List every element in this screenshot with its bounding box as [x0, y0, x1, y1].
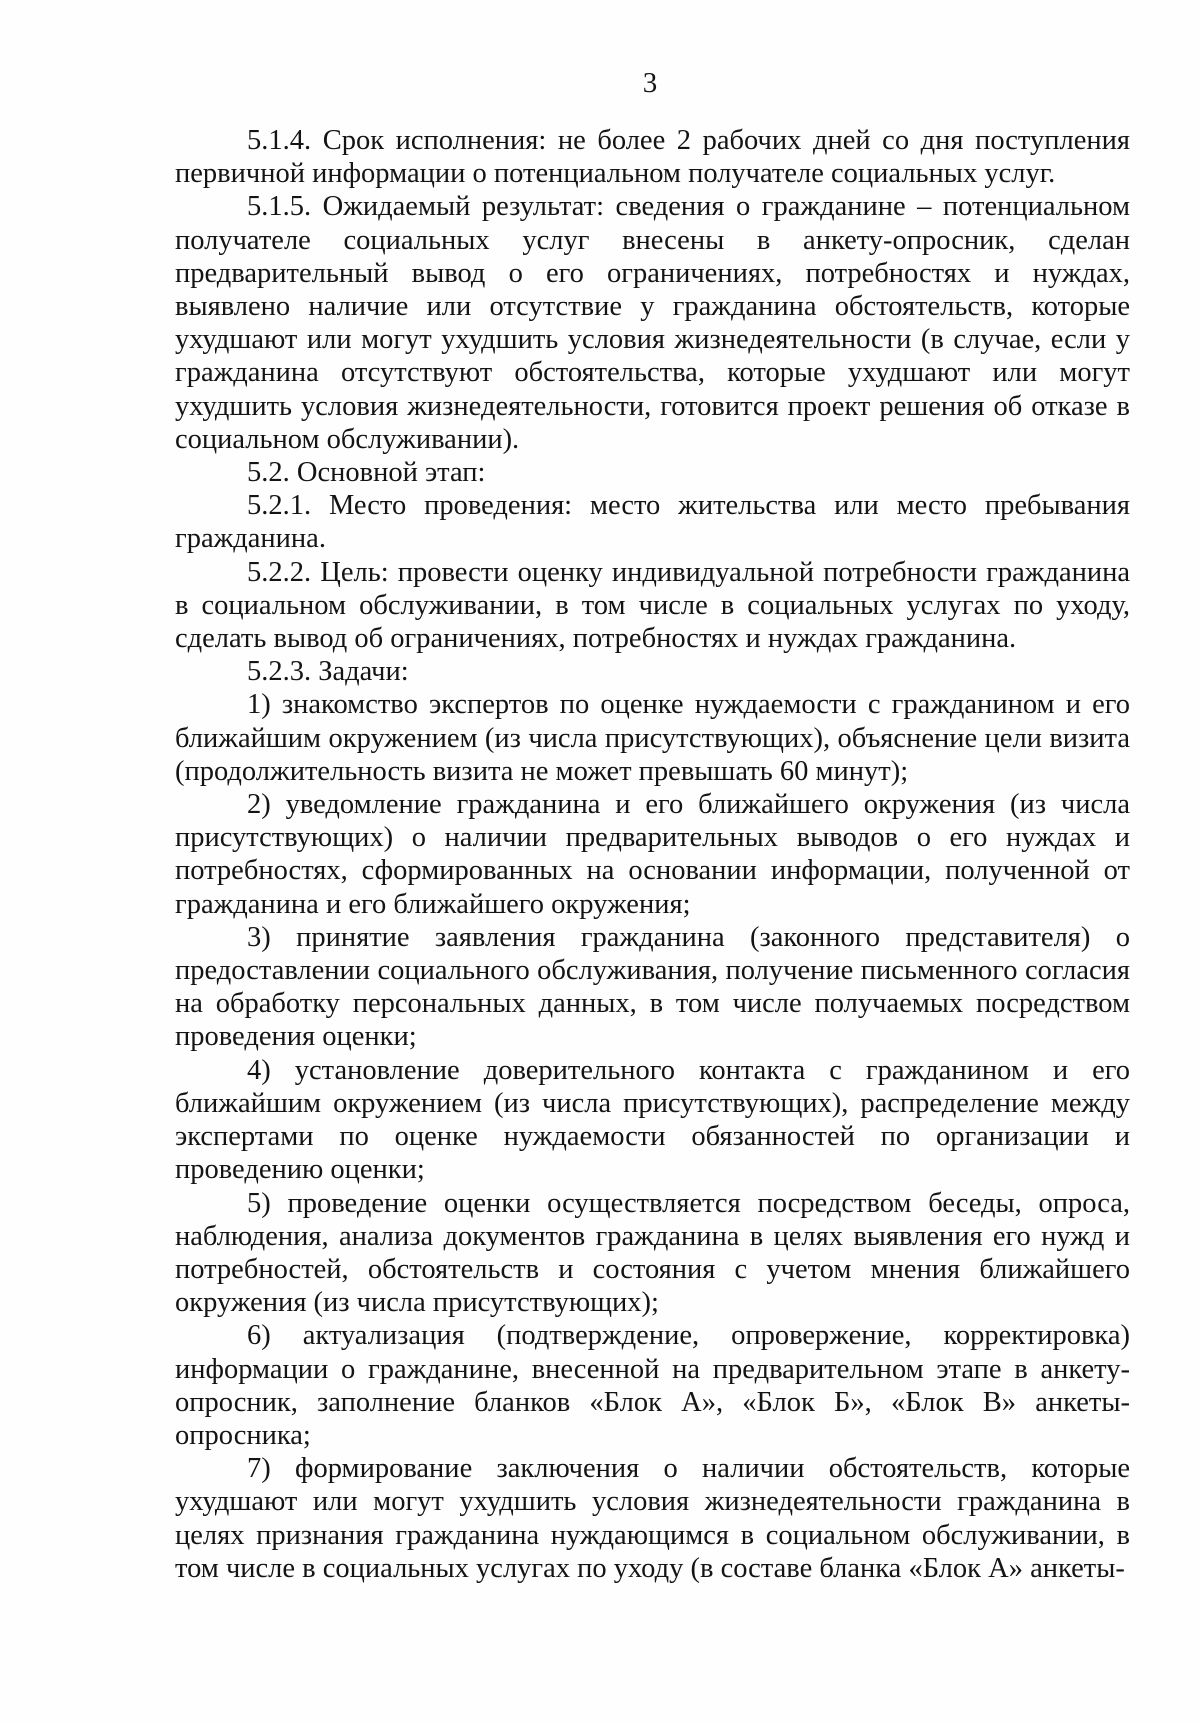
paragraph-5-2-2: 5.2.2. Цель: провести оценку индивидуальной потребности гражданина в социальном обслуживании, в том числе в социальных услугах по уходу, сделать вывод об ограничениях, потребностях и нуждах гражданина.: [175, 556, 1130, 655]
paragraph-5-2-1: 5.2.1. Место проведения: место жительства или место пребывания гражданина.: [175, 490, 1130, 555]
paragraph-5-2: 5.2. Основной этап:: [247, 457, 486, 489]
paragraph-5-2-3: 5.2.3. Задачи:: [247, 656, 409, 688]
list-item-2: 2) уведомление гражданина и его ближайшего окружения (из числа присутствующих) о наличии предварительных выводов о его нуждах и потребностях, сформированных на основании информации, полученной от гражданина и его ближайшего окружения;: [175, 789, 1130, 920]
list-item-7: 7) формирование заключения о наличии обстоятельств, которые ухудшают или могут ухудшить условия жизнедеятельности гражданина в целях признания гражданина нуждающимся в социальном обслуживании, в том числе в социальных услугах по уходу (в составе бланка «Блок А» анкеты-: [175, 1453, 1130, 1584]
page-number: 3: [642, 67, 658, 99]
list-item-3: 3) принятие заявления гражданина (законного представителя) о предоставлении социального обслуживания, получение письменного согласия на обработку персональных данных, в том числе получаемых посредством проведения оценки;: [175, 921, 1130, 1053]
list-item-5: 5) проведение оценки осуществляется посредством беседы, опроса, наблюдения, анализа документов гражданина в целях выявления его нужд и потребностей, обстоятельств и состояния с учетом мнения ближайшего окружения (из числа присутствующих);: [175, 1187, 1130, 1319]
list-item-4: 4) установление доверительного контакта с гражданином и его ближайшим окружением (из числа присутствующих), распределение между экспертами по оценке нуждаемости обязанностей по организации и проведению оценки;: [175, 1054, 1130, 1186]
list-item-1: 1) знакомство экспертов по оценке нуждаемости с гражданином и его ближайшим окружением (из числа присутствующих), объяснение цели визита (продолжительность визита не может превышать 60 минут);: [175, 689, 1130, 787]
document-body: [175, 124, 1130, 1585]
paragraph-5-1-5: 5.1.5. Ожидаемый результат: сведения о гражданине – потенциальном получателе социальных услуг внесены в анкету-опросник, сделан предварительный вывод о его ограничениях, потребностях и нуждах, выявлено наличие или отсутствие у гражданина обстоятельств, которые ухудшают или могут ухудшить условия жизнедеятельности (в случае, если у гражданина отсутствуют обстоятельства, которые ухудшают или могут ухудшить условия жизнедеятельности, готовится проект решения об отказе в социальном обслуживании).: [175, 191, 1130, 455]
paragraph-5-1-4: 5.1.4. Срок исполнения: не более 2 рабочих дней со дня поступления первичной информации о потенциальном получателе социальных услуг.: [175, 125, 1130, 190]
list-item-6: 6) актуализация (подтверждение, опровержение, корректировка) информации о гражданине, внесенной на предварительном этапе в анкету-опросник, заполнение бланков «Блок А», «Блок Б», «Блок В» анкеты-опросника;: [175, 1320, 1130, 1451]
